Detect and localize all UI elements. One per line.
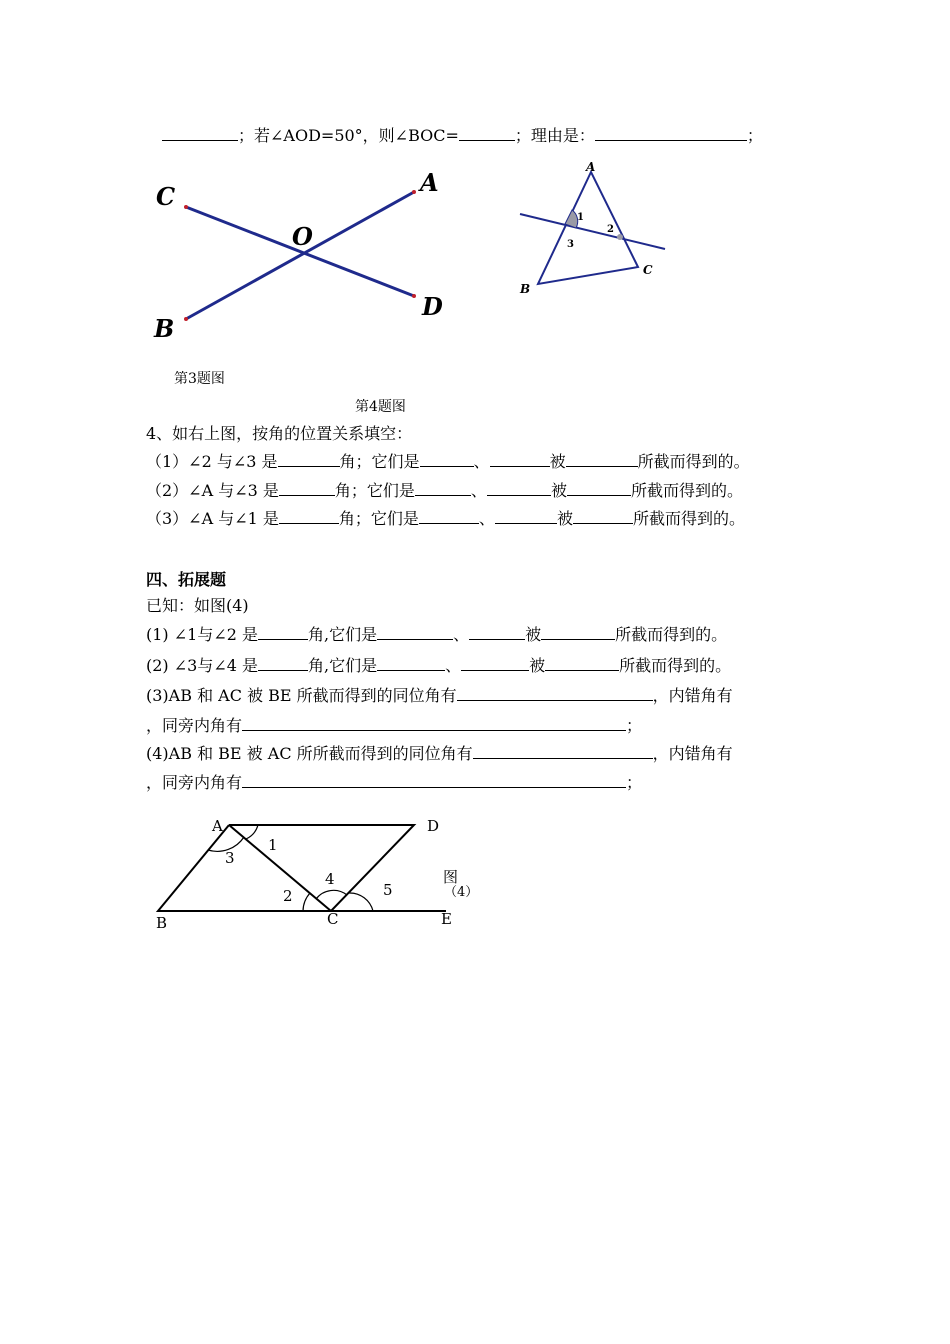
answer-blank[interactable] bbox=[487, 481, 551, 496]
q4-item-text: 所截而得到的。 bbox=[630, 481, 743, 500]
q4-item-text: 被 bbox=[550, 481, 567, 500]
q4-item-text: （2）∠A 与∠3 是 bbox=[146, 481, 279, 500]
answer-blank[interactable] bbox=[415, 481, 471, 496]
answer-blank[interactable] bbox=[419, 509, 479, 524]
figure-caption-b: （4） bbox=[444, 885, 479, 900]
q3-reason-text: ；理由是： bbox=[514, 126, 595, 145]
q4-item-text: 被 bbox=[549, 452, 566, 471]
answer-blank[interactable] bbox=[162, 126, 238, 141]
answer-blank[interactable] bbox=[566, 452, 638, 467]
p2-text: 角,它们是 bbox=[308, 656, 378, 675]
label-b: B bbox=[154, 314, 175, 343]
label-d: D bbox=[422, 292, 443, 321]
angle-arc-4 bbox=[316, 890, 347, 899]
section4-p3-line2 bbox=[146, 716, 642, 736]
p2-text: (2) ∠3与∠4 是 bbox=[146, 656, 259, 675]
label-angle-4: 4 bbox=[325, 870, 335, 888]
section4-p4-line1 bbox=[146, 744, 733, 764]
figure-3-intersecting-lines bbox=[150, 165, 460, 350]
p3-text: (3)AB 和 AC 被 BE 所截而得到的同位角有 bbox=[146, 686, 457, 705]
label-e: E bbox=[441, 910, 452, 928]
p3-text: ，内错角有 bbox=[652, 686, 733, 705]
q4-intro: 4、如右上图，按角的位置关系填空： bbox=[146, 424, 413, 443]
section4-p2 bbox=[146, 656, 731, 676]
label-angle-2: 2 bbox=[607, 224, 614, 235]
section4-p4-line2 bbox=[146, 773, 642, 793]
answer-blank[interactable] bbox=[279, 481, 335, 496]
label-c: C bbox=[643, 263, 653, 277]
q3-end-text: ； bbox=[746, 126, 763, 145]
p2-text: 、 bbox=[445, 656, 462, 675]
line-cd bbox=[186, 207, 414, 296]
p1-text: 所截而得到的。 bbox=[615, 625, 728, 644]
p4-text: (4)AB 和 BE 被 AC 所所截而得到的同位角有 bbox=[146, 744, 473, 763]
label-angle-2: 2 bbox=[283, 887, 293, 905]
q4-item-2 bbox=[146, 481, 743, 501]
q4-item-text: 角；它们是 bbox=[338, 509, 419, 528]
answer-blank[interactable] bbox=[490, 452, 550, 467]
p1-text: 、 bbox=[453, 625, 470, 644]
triangle-abc bbox=[538, 172, 638, 284]
answer-blank[interactable] bbox=[278, 452, 340, 467]
angle-arc-1 bbox=[246, 825, 258, 839]
q4-item-text: 角；它们是 bbox=[334, 481, 415, 500]
figure-p4-parallelogram bbox=[150, 810, 490, 935]
label-b: B bbox=[520, 282, 531, 296]
p1-text: 被 bbox=[525, 625, 542, 644]
label-angle-5: 5 bbox=[383, 881, 393, 899]
label-angle-3: 3 bbox=[567, 239, 574, 250]
q4-item-text: 所截而得到的。 bbox=[637, 452, 750, 471]
label-o: O bbox=[292, 222, 313, 251]
answer-blank[interactable] bbox=[461, 656, 529, 671]
label-angle-1: 1 bbox=[577, 212, 584, 223]
label-c: C bbox=[156, 182, 176, 211]
label-angle-1: 1 bbox=[268, 836, 278, 854]
section-title: 四、拓展题 bbox=[146, 570, 227, 589]
endpoint-b bbox=[184, 317, 188, 321]
section4-p3-line1 bbox=[146, 686, 733, 706]
q3-condition-text: ；若∠AOD=50°，则∠BOC= bbox=[238, 126, 459, 145]
label-angle-3: 3 bbox=[225, 849, 235, 867]
transversal-line bbox=[520, 214, 665, 249]
q4-item-text: （1）∠2 与∠3 是 bbox=[146, 452, 278, 471]
answer-blank[interactable] bbox=[377, 656, 445, 671]
p3-text: ； bbox=[626, 716, 643, 735]
answer-blank[interactable] bbox=[567, 481, 631, 496]
answer-blank[interactable] bbox=[420, 452, 474, 467]
q4-item-text: 、 bbox=[470, 481, 487, 500]
p4-text: ； bbox=[626, 773, 643, 792]
p3-text: ，同旁内角有 bbox=[146, 716, 243, 735]
line-ab bbox=[186, 192, 414, 319]
label-c: C bbox=[327, 910, 339, 928]
q3-tail-line bbox=[162, 126, 763, 146]
label-d: D bbox=[427, 817, 440, 835]
q4-item-text: （3）∠A 与∠1 是 bbox=[146, 509, 279, 528]
answer-blank[interactable] bbox=[595, 126, 747, 141]
answer-blank[interactable] bbox=[457, 686, 653, 701]
p1-text: 角,它们是 bbox=[308, 625, 378, 644]
q4-item-text: 、 bbox=[473, 452, 490, 471]
angle-mark-2 bbox=[617, 234, 623, 240]
section4-p1 bbox=[146, 625, 727, 645]
endpoint-c bbox=[184, 205, 188, 209]
answer-blank[interactable] bbox=[279, 509, 339, 524]
q4-item-text: 角；它们是 bbox=[339, 452, 420, 471]
p1-text: (1) ∠1与∠2 是 bbox=[146, 625, 259, 644]
section-known: 已知：如图(4) bbox=[146, 596, 249, 615]
figure-caption-a: 图 bbox=[443, 868, 459, 886]
p2-text: 所截而得到的。 bbox=[619, 656, 732, 675]
p2-text: 被 bbox=[529, 656, 546, 675]
answer-blank[interactable] bbox=[242, 773, 626, 788]
diagonal-ac bbox=[229, 825, 331, 911]
q4-item-1 bbox=[146, 452, 750, 472]
figure-4-triangle bbox=[510, 158, 680, 303]
p4-text: ，内错角有 bbox=[652, 744, 733, 763]
angle-arc-5 bbox=[349, 893, 373, 911]
q4-item-text: 、 bbox=[478, 509, 495, 528]
answer-blank[interactable] bbox=[258, 625, 308, 640]
answer-blank[interactable] bbox=[242, 716, 626, 731]
figure-3-caption: 第3题图 bbox=[174, 371, 225, 387]
label-a: A bbox=[420, 168, 439, 197]
label-a: A bbox=[212, 817, 223, 835]
answer-blank[interactable] bbox=[541, 625, 615, 640]
label-b: B bbox=[156, 914, 168, 932]
q4-item-text: 所截而得到的。 bbox=[632, 509, 745, 528]
answer-blank[interactable] bbox=[495, 509, 557, 524]
figure-4-caption: 第4题图 bbox=[355, 399, 406, 415]
q4-item-3 bbox=[146, 509, 745, 529]
answer-blank[interactable] bbox=[545, 656, 619, 671]
answer-blank[interactable] bbox=[377, 625, 453, 640]
answer-blank[interactable] bbox=[573, 509, 633, 524]
answer-blank[interactable] bbox=[258, 656, 308, 671]
endpoint-a bbox=[412, 190, 416, 194]
q4-item-text: 被 bbox=[556, 509, 573, 528]
endpoint-d bbox=[412, 294, 416, 298]
angle-arc-2 bbox=[303, 893, 310, 911]
answer-blank[interactable] bbox=[469, 625, 525, 640]
label-a: A bbox=[586, 160, 596, 174]
answer-blank[interactable] bbox=[473, 744, 653, 759]
answer-blank[interactable] bbox=[459, 126, 515, 141]
p4-text: ，同旁内角有 bbox=[146, 773, 243, 792]
